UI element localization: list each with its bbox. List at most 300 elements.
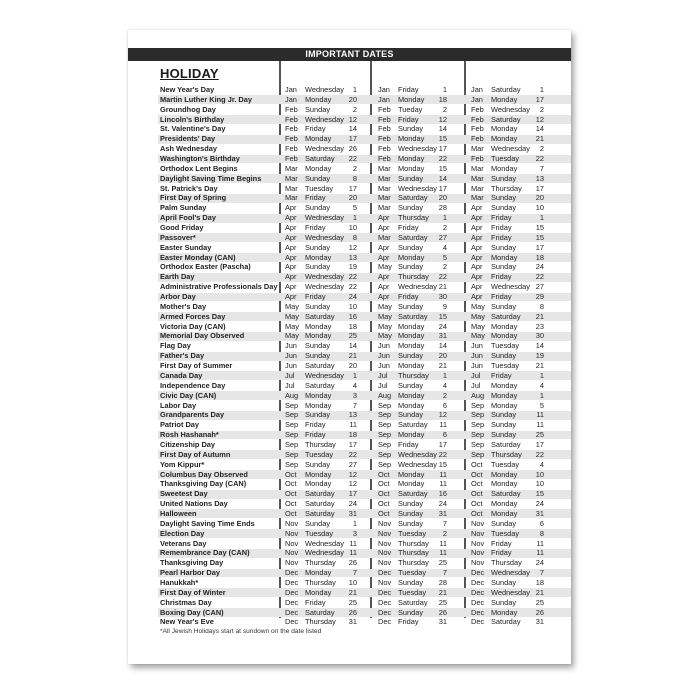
- weekday: Saturday: [305, 508, 335, 518]
- day-number: 9: [442, 301, 447, 311]
- day-number: 5: [539, 400, 544, 410]
- month: Jun: [378, 341, 390, 351]
- month: Mar: [378, 203, 391, 213]
- holiday-name: Palm Sunday: [160, 203, 207, 213]
- day-number: 11: [439, 420, 447, 430]
- month: Sep: [471, 420, 485, 430]
- month: May: [471, 301, 485, 311]
- weekday: Wednesday: [398, 282, 437, 292]
- weekday: Monday: [305, 94, 332, 104]
- month: Nov: [378, 518, 392, 528]
- weekday: Friday: [398, 292, 419, 302]
- month: Nov: [378, 548, 392, 558]
- month: May: [285, 311, 299, 321]
- month: Aug: [378, 390, 392, 400]
- weekday: Thursday: [305, 617, 336, 627]
- day-number: 18: [438, 94, 447, 104]
- holiday-name: Mother's Day: [160, 301, 207, 311]
- weekday: Sunday: [491, 351, 517, 361]
- day-number: 16: [348, 311, 357, 321]
- weekday: Saturday: [491, 311, 521, 321]
- weekday: Monday: [398, 321, 425, 331]
- weekday: Monday: [398, 163, 425, 173]
- day-number: 2: [352, 163, 357, 173]
- weekday: Monday: [305, 568, 332, 578]
- table-row: [158, 410, 571, 420]
- month: Jun: [471, 351, 483, 361]
- month: Feb: [285, 144, 298, 154]
- holiday-name: St. Valentine's Day: [160, 124, 226, 134]
- weekday: Friday: [491, 272, 512, 282]
- day-number: 11: [536, 538, 544, 548]
- weekday: Sunday: [398, 499, 424, 509]
- day-number: 20: [438, 351, 447, 361]
- day-number: 15: [438, 459, 447, 469]
- month: Nov: [378, 558, 392, 568]
- day-number: 12: [348, 242, 357, 252]
- month: Jul: [471, 370, 481, 380]
- month: Apr: [471, 282, 483, 292]
- table-row: [158, 223, 571, 233]
- day-number: 26: [438, 607, 447, 617]
- weekday: Wednesday: [305, 114, 344, 124]
- day-number: 12: [535, 114, 544, 124]
- month: Sep: [471, 439, 485, 449]
- holiday-name: Citizenship Day: [160, 439, 216, 449]
- month: Dec: [471, 587, 485, 597]
- holiday-name: April Fool's Day: [160, 213, 216, 223]
- holiday-name: Earth Day: [160, 272, 195, 282]
- month: Dec: [285, 587, 299, 597]
- weekday: Thursday: [398, 370, 429, 380]
- holiday-name: Easter Sunday: [160, 242, 212, 252]
- weekday: Sunday: [305, 459, 331, 469]
- weekday: Wednesday: [305, 232, 344, 242]
- month: Jul: [285, 380, 295, 390]
- day-number: 21: [535, 311, 544, 321]
- day-number: 31: [535, 508, 544, 518]
- table-row: [158, 322, 571, 332]
- month: Nov: [471, 528, 485, 538]
- month: Oct: [471, 479, 483, 489]
- day-number: 26: [348, 607, 357, 617]
- month: Nov: [471, 548, 485, 558]
- month: Oct: [285, 479, 297, 489]
- day-number: 21: [348, 587, 357, 597]
- month: Jun: [378, 361, 390, 371]
- month: May: [378, 301, 392, 311]
- holiday-name: New Year's Eve: [160, 617, 214, 627]
- month: Feb: [285, 114, 298, 124]
- weekday: Sunday: [491, 430, 517, 440]
- table-row: [158, 262, 571, 272]
- weekday: Saturday: [491, 85, 521, 94]
- day-number: 20: [348, 361, 357, 371]
- month: Feb: [378, 124, 391, 134]
- table-row: [158, 381, 571, 391]
- month: Apr: [285, 252, 297, 262]
- weekday: Sunday: [398, 410, 424, 420]
- month: Sep: [378, 449, 392, 459]
- table-row: [158, 519, 571, 529]
- weekday: Monday: [398, 252, 425, 262]
- month: Sep: [285, 449, 299, 459]
- month: Nov: [285, 528, 299, 538]
- weekday: Sunday: [305, 301, 331, 311]
- weekday: Sunday: [491, 577, 517, 587]
- day-number: 15: [438, 311, 447, 321]
- month: Apr: [285, 272, 297, 282]
- weekday: Thursday: [305, 439, 336, 449]
- month: Oct: [285, 489, 297, 499]
- month: Apr: [285, 203, 297, 213]
- month: Feb: [378, 104, 391, 114]
- month: Sep: [285, 400, 299, 410]
- day-number: 2: [442, 223, 447, 233]
- weekday: Sunday: [491, 203, 517, 213]
- day-number: 1: [539, 390, 544, 400]
- day-number: 2: [442, 262, 447, 272]
- month: Apr: [285, 292, 297, 302]
- month: Oct: [378, 508, 390, 518]
- day-number: 2: [442, 528, 447, 538]
- table-row: [158, 391, 571, 401]
- month: Oct: [471, 489, 483, 499]
- day-number: 25: [438, 597, 447, 607]
- day-number: 3: [352, 390, 357, 400]
- day-number: 11: [349, 548, 357, 558]
- table-row: [158, 154, 571, 164]
- day-number: 22: [348, 449, 357, 459]
- weekday: Friday: [305, 124, 326, 134]
- table-row: [158, 341, 571, 351]
- weekday: Sunday: [398, 508, 424, 518]
- day-number: 31: [535, 617, 544, 627]
- weekday: Wednesday: [305, 548, 344, 558]
- weekday: Sunday: [491, 173, 517, 183]
- weekday: Saturday: [305, 311, 335, 321]
- holiday-name: Presidents' Day: [160, 134, 216, 144]
- month: May: [471, 321, 485, 331]
- day-number: 12: [438, 410, 447, 420]
- day-number: 1: [442, 85, 447, 94]
- table-row: [158, 233, 571, 243]
- day-number: 24: [438, 321, 447, 331]
- month: Dec: [285, 607, 299, 617]
- month: Feb: [471, 114, 484, 124]
- day-number: 7: [539, 163, 544, 173]
- day-number: 22: [438, 272, 447, 282]
- day-number: 22: [438, 449, 447, 459]
- month: Sep: [378, 420, 392, 430]
- weekday: Thursday: [305, 558, 336, 568]
- table-row: [158, 115, 571, 125]
- table-row: [158, 548, 571, 558]
- holiday-name: Ash Wednesday: [160, 144, 217, 154]
- month: May: [285, 321, 299, 331]
- holiday-name: Administrative Professionals Day: [160, 282, 278, 292]
- day-number: 15: [438, 163, 447, 173]
- holiday-name: Independence Day: [160, 380, 226, 390]
- month: Sep: [471, 449, 485, 459]
- weekday: Saturday: [398, 420, 428, 430]
- table-row: [158, 213, 571, 223]
- day-number: 27: [348, 459, 357, 469]
- month: Oct: [378, 499, 390, 509]
- table-row: [158, 164, 571, 174]
- day-number: 14: [535, 341, 544, 351]
- weekday: Thursday: [491, 449, 522, 459]
- day-number: 4: [539, 380, 544, 390]
- holiday-name: Pearl Harbor Day: [160, 568, 220, 578]
- weekday: Sunday: [305, 341, 331, 351]
- holiday-name: Boxing Day (CAN): [160, 607, 224, 617]
- weekday: Monday: [491, 134, 518, 144]
- day-number: 15: [535, 489, 544, 499]
- table-row: [158, 371, 571, 381]
- month: Nov: [471, 558, 485, 568]
- weekday: Saturday: [398, 311, 428, 321]
- table-row: [158, 509, 571, 519]
- holiday-name: New Year's Day: [160, 85, 215, 94]
- day-number: 7: [442, 518, 447, 528]
- day-number: 26: [348, 558, 357, 568]
- weekday: Monday: [491, 124, 518, 134]
- holiday-name: Father's Day: [160, 351, 205, 361]
- holiday-name: Civic Day (CAN): [160, 390, 217, 400]
- day-number: 14: [535, 124, 544, 134]
- day-number: 31: [438, 617, 447, 627]
- day-number: 14: [438, 173, 447, 183]
- day-number: 25: [348, 331, 357, 341]
- day-number: 8: [352, 232, 357, 242]
- weekday: Sunday: [398, 351, 424, 361]
- weekday: Monday: [305, 469, 332, 479]
- month: Dec: [471, 617, 485, 627]
- holiday-name: St. Patrick's Day: [160, 183, 218, 193]
- month: Feb: [285, 124, 298, 134]
- weekday: Saturday: [491, 617, 521, 627]
- weekday: Saturday: [398, 597, 428, 607]
- month: Dec: [378, 617, 392, 627]
- month: Nov: [285, 558, 299, 568]
- table-row: [158, 608, 571, 618]
- table-row: [158, 401, 571, 411]
- month: Feb: [378, 114, 391, 124]
- month: Sep: [285, 430, 299, 440]
- weekday: Monday: [398, 469, 425, 479]
- month: Apr: [471, 203, 483, 213]
- weekday: Monday: [491, 607, 518, 617]
- month: Jun: [378, 351, 390, 361]
- day-number: 17: [535, 94, 544, 104]
- weekday: Monday: [305, 587, 332, 597]
- section-title: HOLIDAY: [160, 66, 219, 81]
- day-number: 21: [438, 282, 447, 292]
- day-number: 1: [442, 370, 447, 380]
- weekday: Saturday: [398, 193, 428, 203]
- weekday: Tuesday: [305, 449, 334, 459]
- holiday-name: Thanksgiving Day: [160, 558, 224, 568]
- day-number: 11: [439, 548, 447, 558]
- weekday: Thursday: [398, 213, 429, 223]
- month: Oct: [378, 479, 390, 489]
- month: Nov: [471, 518, 485, 528]
- month: May: [378, 262, 392, 272]
- month: Oct: [471, 459, 483, 469]
- holiday-name: Victoria Day (CAN): [160, 321, 226, 331]
- month: Dec: [471, 607, 485, 617]
- month: Feb: [471, 104, 484, 114]
- day-number: 21: [535, 587, 544, 597]
- month: May: [285, 331, 299, 341]
- day-number: 22: [348, 282, 357, 292]
- month: Feb: [471, 154, 484, 164]
- day-number: 17: [535, 242, 544, 252]
- weekday: Saturday: [305, 499, 335, 509]
- weekday: Saturday: [305, 607, 335, 617]
- holiday-name: Groundhog Day: [160, 104, 216, 114]
- day-number: 10: [348, 223, 357, 233]
- day-number: 14: [348, 124, 357, 134]
- day-number: 27: [438, 232, 447, 242]
- holiday-name: Thanksgiving Day (CAN): [160, 479, 247, 489]
- day-number: 18: [348, 430, 357, 440]
- day-number: 16: [438, 489, 447, 499]
- weekday: Friday: [398, 617, 419, 627]
- month: Apr: [285, 282, 297, 292]
- month: Dec: [378, 568, 392, 578]
- weekday: Wednesday: [305, 282, 344, 292]
- holiday-name: Martin Luther King Jr. Day: [160, 94, 252, 104]
- day-number: 22: [535, 272, 544, 282]
- holiday-name: Rosh Hashanah*: [160, 430, 219, 440]
- holiday-table: [158, 85, 571, 627]
- day-number: 12: [438, 114, 447, 124]
- holiday-name: Flag Day: [160, 341, 191, 351]
- weekday: Wednesday: [398, 183, 437, 193]
- day-number: 14: [348, 341, 357, 351]
- weekday: Sunday: [491, 242, 517, 252]
- day-number: 26: [348, 144, 357, 154]
- month: Dec: [285, 568, 299, 578]
- day-number: 7: [352, 400, 357, 410]
- table-row: [158, 331, 571, 341]
- day-number: 2: [539, 104, 544, 114]
- table-row: [158, 578, 571, 588]
- month: May: [378, 331, 392, 341]
- weekday: Sunday: [305, 242, 331, 252]
- month: Sep: [471, 400, 485, 410]
- weekday: Tuesday: [491, 154, 520, 164]
- table-row: [158, 420, 571, 430]
- month: Apr: [285, 232, 297, 242]
- weekday: Friday: [491, 548, 512, 558]
- day-number: 19: [348, 262, 357, 272]
- day-number: 28: [438, 577, 447, 587]
- holiday-name: Labor Day: [160, 400, 197, 410]
- day-number: 28: [438, 203, 447, 213]
- month: Aug: [285, 390, 299, 400]
- weekday: Sunday: [305, 262, 331, 272]
- weekday: Monday: [491, 331, 518, 341]
- day-number: 8: [539, 528, 544, 538]
- month: Oct: [378, 469, 390, 479]
- weekday: Monday: [398, 479, 425, 489]
- weekday: Saturday: [305, 154, 335, 164]
- month: Feb: [285, 134, 298, 144]
- day-number: 12: [348, 469, 357, 479]
- month: May: [471, 311, 485, 321]
- day-number: 1: [539, 370, 544, 380]
- month: Oct: [471, 508, 483, 518]
- weekday: Friday: [398, 439, 419, 449]
- table-row: [158, 568, 571, 578]
- month: Feb: [285, 104, 298, 114]
- weekday: Sunday: [491, 420, 517, 430]
- weekday: Monday: [398, 430, 425, 440]
- weekday: Saturday: [305, 361, 335, 371]
- page-title: IMPORTANT DATES: [128, 48, 571, 61]
- day-number: 1: [442, 213, 447, 223]
- day-number: 7: [539, 568, 544, 578]
- holiday-name: Passover*: [160, 232, 196, 242]
- month: Mar: [285, 183, 298, 193]
- day-number: 14: [438, 341, 447, 351]
- holiday-name: Canada Day: [160, 370, 203, 380]
- day-number: 30: [438, 292, 447, 302]
- day-number: 11: [536, 420, 544, 430]
- day-number: 27: [535, 282, 544, 292]
- day-number: 25: [348, 597, 357, 607]
- weekday: Friday: [491, 292, 512, 302]
- weekday: Monday: [491, 400, 518, 410]
- holiday-name: Armed Forces Day: [160, 311, 226, 321]
- table-row: [158, 361, 571, 371]
- month: Oct: [285, 508, 297, 518]
- day-number: 15: [535, 223, 544, 233]
- weekday: Sunday: [398, 380, 424, 390]
- month: Jun: [285, 341, 297, 351]
- table-row: [158, 450, 571, 460]
- month: Dec: [285, 577, 299, 587]
- month: Mar: [378, 173, 391, 183]
- weekday: Monday: [305, 163, 332, 173]
- month: Apr: [378, 242, 390, 252]
- weekday: Wednesday: [305, 370, 344, 380]
- month: Jan: [471, 94, 483, 104]
- day-number: 21: [535, 134, 544, 144]
- weekday: Sunday: [398, 301, 424, 311]
- day-number: 17: [348, 134, 357, 144]
- table-row: [158, 282, 571, 292]
- day-number: 25: [535, 430, 544, 440]
- month: Jan: [285, 85, 297, 94]
- weekday: Saturday: [491, 439, 521, 449]
- day-number: 15: [535, 232, 544, 242]
- table-row: [158, 193, 571, 203]
- weekday: Tuesday: [305, 183, 334, 193]
- weekday: Friday: [398, 223, 419, 233]
- weekday: Monday: [305, 252, 332, 262]
- table-row: [158, 292, 571, 302]
- month: Nov: [378, 577, 392, 587]
- month: May: [378, 321, 392, 331]
- weekday: Sunday: [305, 203, 331, 213]
- month: Jan: [378, 94, 390, 104]
- table-row: [158, 617, 571, 627]
- day-number: 2: [352, 104, 357, 114]
